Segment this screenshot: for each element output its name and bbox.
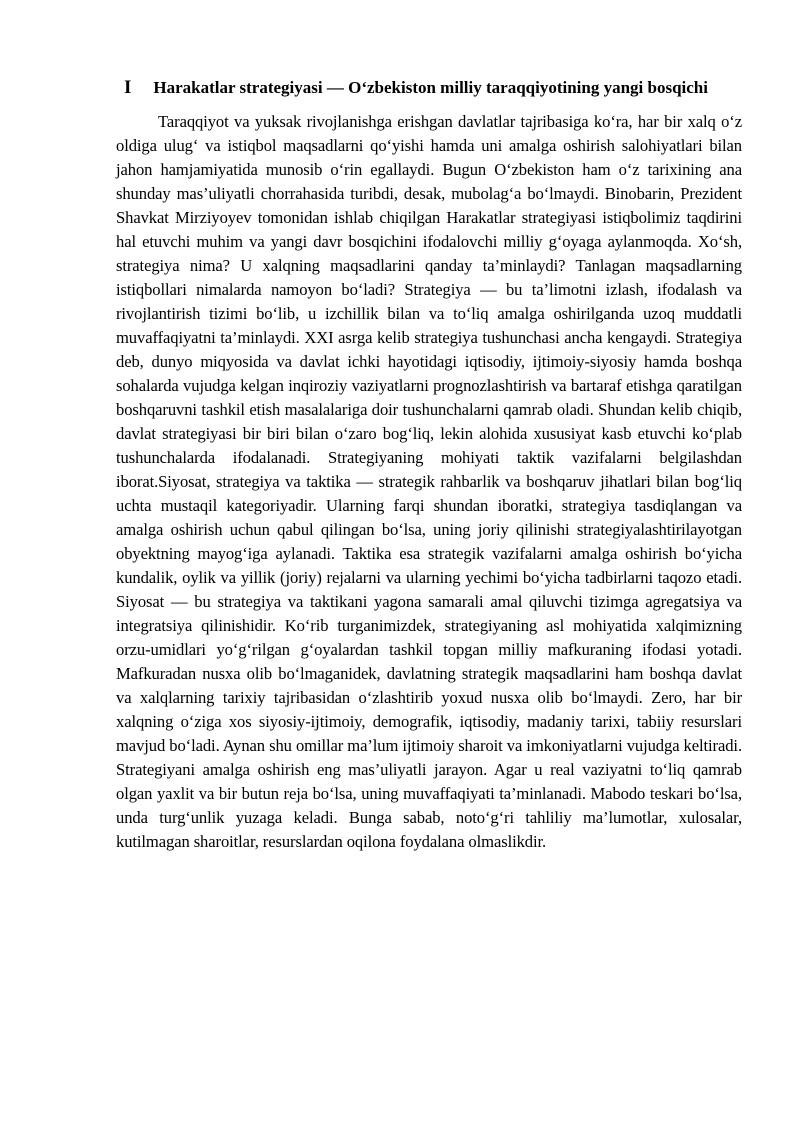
section-title: Harakatlar strategiyasi — O‘zbekiston milliy taraqqiyotining yangi bosqichi: [153, 78, 708, 97]
body-paragraph: Taraqqiyot va yuksak rivojlanishga erishgan davlatlar tajribasiga ko‘ra, har bir xalq o‘z oldiga ulug‘ va istiqbol maqsadlarni qo‘yishi hamda uni amalga oshirish salohiyatlari bilan jahon hamjamiyatida munosib o‘rin egallaydi. Bugun O‘zbekiston ham o‘z tarixining ana shunday mas’uliyatli chorrahasida turibdi, desak, mubolag‘a bo‘lmaydi. Binobarin, Prezident Shavkat Mirziyoyev tomonidan ishlab chiqilgan Harakatlar strategiyasi istiqbolimiz taqdirini hal etuvchi muhim va yangi davr bosqichini ifodalovchi milliy g‘oyaga aylanmoqda. Xo‘sh, strategiya nima? U xalqning maqsadlarini qanday ta’minlaydi? Tanlagan maqsadlarning istiqbollari nimalarda namoyon bo‘ladi? Strategiya — bu ta’limotni izlash, ifodalash va rivojlantirish tizimi bo‘lib, u izchillik bilan va to‘liq amalga oshirilganda uzoq muddatli muvaffaqiyatni ta’minlaydi. XXI asrga kelib strategiya tushunchasi ancha kengaydi. Strategiya deb, dunyo miqyosida va davlat ichki hayotidagi iqtisodiy, ijtimoiy-siyosiy hamda boshqa sohalarda vujudga kelgan inqiroziy vaziyatlarni prognozlashtirish va bartaraf etishga qaratilgan boshqaruvni tashkil etish masalalariga doir tushunchalarni qamrab oladi. Shundan kelib chiqib, davlat strategiyasi bir biri bilan o‘zaro bog‘liq, lekin alohida xususiyat kasb etuvchi ko‘plab tushunchalarda ifodalanadi. Strategiyaning mohiyati taktik vazifalarni belgilashdan iborat.Siyosat, strategiya va taktika — strategik rahbarlik va boshqaruv jihatlari bilan bog‘liq uchta mustaqil kategoriyadir. Ularning farqi shundan iboratki, strategiya tasdiqlangan va amalga oshirish uchun qabul qilingan bo‘lsa, uning joriy qilinishi strategiyalashtirilayotgan obyektning mayog‘iga aylanadi. Taktika esa strategik vazifalarni amalga oshirish bo‘yicha kundalik, oylik va yillik (joriy) rejalarni va ularning yechimi bo‘yicha tadbirlarni taqozo etadi. Siyosat — bu strategiya va taktikani yagona samarali amal qiluvchi tizimga agregatsiya va integratsiya qilinishidir. Ko‘rib turganimizdek, strategiyaning asl mohiyatida xalqimizning orzu-umidlari yo‘g‘rilgan g‘oyalardan tashkil topgan milliy mafkuraning ifodasi yotadi. Mafkuradan nusxa olib bo‘lmaganidek, davlatning strategik maqsadlarini ham boshqa davlat va xalqlarning tarixiy tajribasidan o‘zlashtirib yoxud nusxa olib bo‘lmaydi. Zero, har bir xalqning o‘ziga xos siyosiy-ijtimoiy, demografik, iqtisodiy, madaniy tarixi, tabiiy resurslari mavjud bo‘ladi. Aynan shu omillar ma’lum ijtimoiy sharoit va imkoniyatlarni vujudga keltiradi. Strategiyani amalga oshirish eng mas’uliyatli jarayon. Agar u real vaziyatni to‘liq qamrab olgan yaxlit va bir butun reja bo‘lsa, uning muvaffaqiyati ta’minlanadi. Mabodo teskari bo‘lsa, unda turg‘unlik yuzaga keladi. Bunga sabab, noto‘g‘ri tahliliy ma’lumotlar, xulosalar, kutilmagan sharoitlar, resurslardan oqilona foydalana olmaslikdir.: [116, 112, 742, 851]
section-numeral: I: [124, 77, 132, 98]
section-heading: [116, 76, 742, 100]
document-page: [116, 76, 742, 854]
